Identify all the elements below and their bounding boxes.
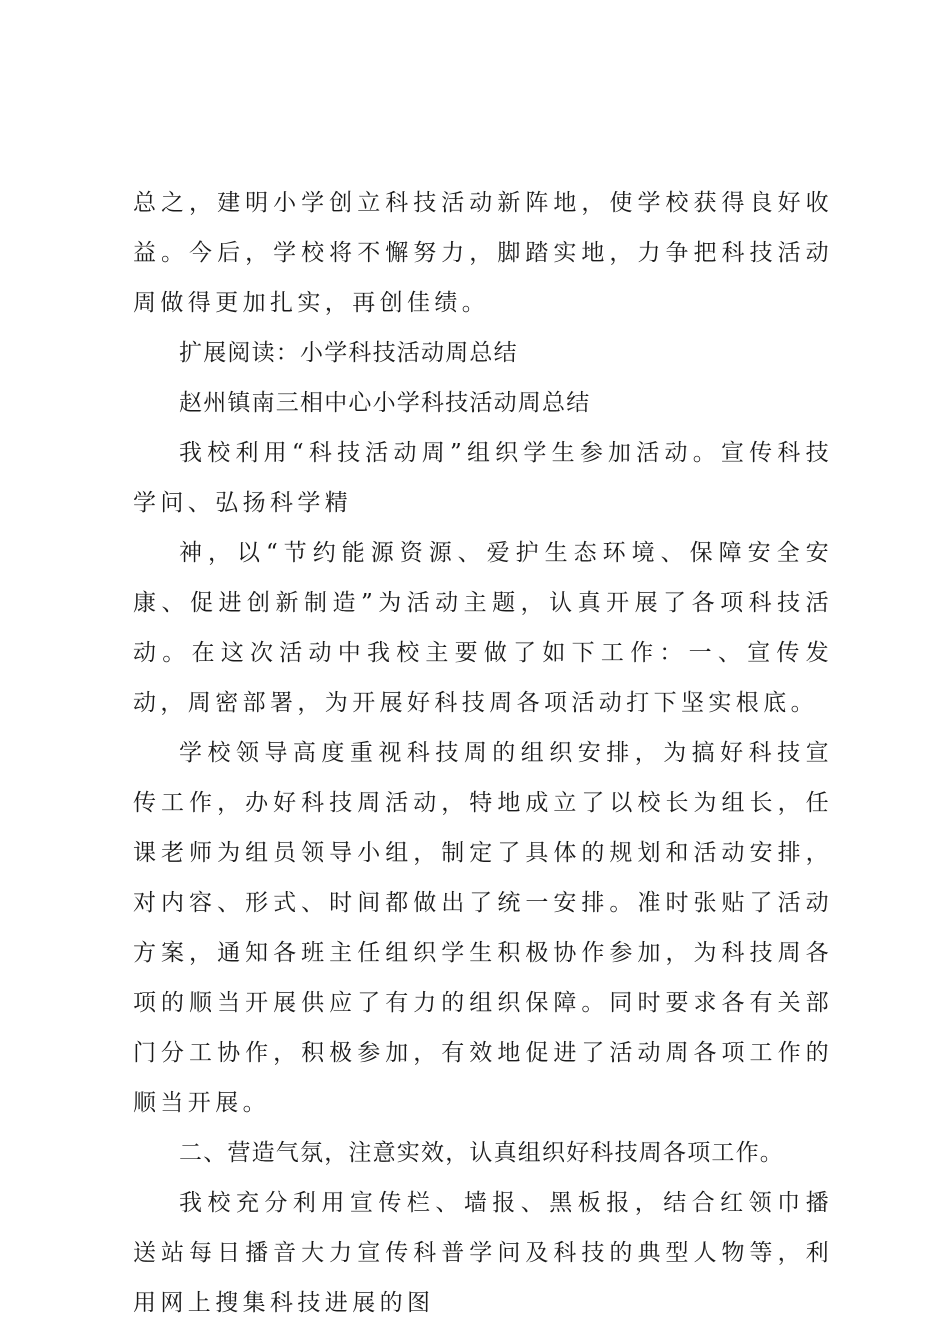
paragraph-leadership: 学校领导高度重视科技周的组织安排，为搞好科技宣传工作，办好科技周活动，特地成立了以校长为组长，任课老师为组员领导小组，制定了具体的规划和活动安排，对内容、形式、时间都做出了统一安排。准时张贴了活动方案，通知各班主任组织学生积极协作参加，为科技周各项的顺当开展供应了有力的组织保障。同时要求各有关部门分工协作，积极参加，有效地促进了活动周各项工作的顺当开展。: [133, 740, 833, 1116]
section-heading-atmosphere: 二、营造气氛，注意实效，认真组织好科技周各项工作。: [179, 1140, 784, 1166]
paragraph-conclusion: 总之，建明小学创立科技活动新阵地，使学校获得良好收益。今后，学校将不懈努力，脚踏实地，力争把科技活动周做得更加扎实，再创佳绩。: [133, 190, 833, 316]
article-title: 赵州镇南三相中心小学科技活动周总结: [179, 390, 591, 416]
paragraph-publicity: 我校充分利用宣传栏、墙报、黑板报，结合红领巾播送站每日播音大力宣传科普学问及科技的典型人物等，利用网上搜集科技进展的图: [133, 1190, 833, 1316]
paragraph-intro: 我校利用“科技活动周”组织学生参加活动。宣传科技学问、弘扬科学精: [133, 440, 833, 516]
paragraph-theme: 神，以“节约能源资源、爱护生态环境、保障安全安康、促进创新制造”为活动主题，认真开展了各项科技活动。在这次活动中我校主要做了如下工作：一、宣传发动，周密部署，为开展好科技周各项活动打下坚实根底。: [133, 540, 833, 716]
document-body: [133, 178, 833, 1328]
extended-reading-heading: 扩展阅读：小学科技活动周总结: [179, 340, 518, 366]
